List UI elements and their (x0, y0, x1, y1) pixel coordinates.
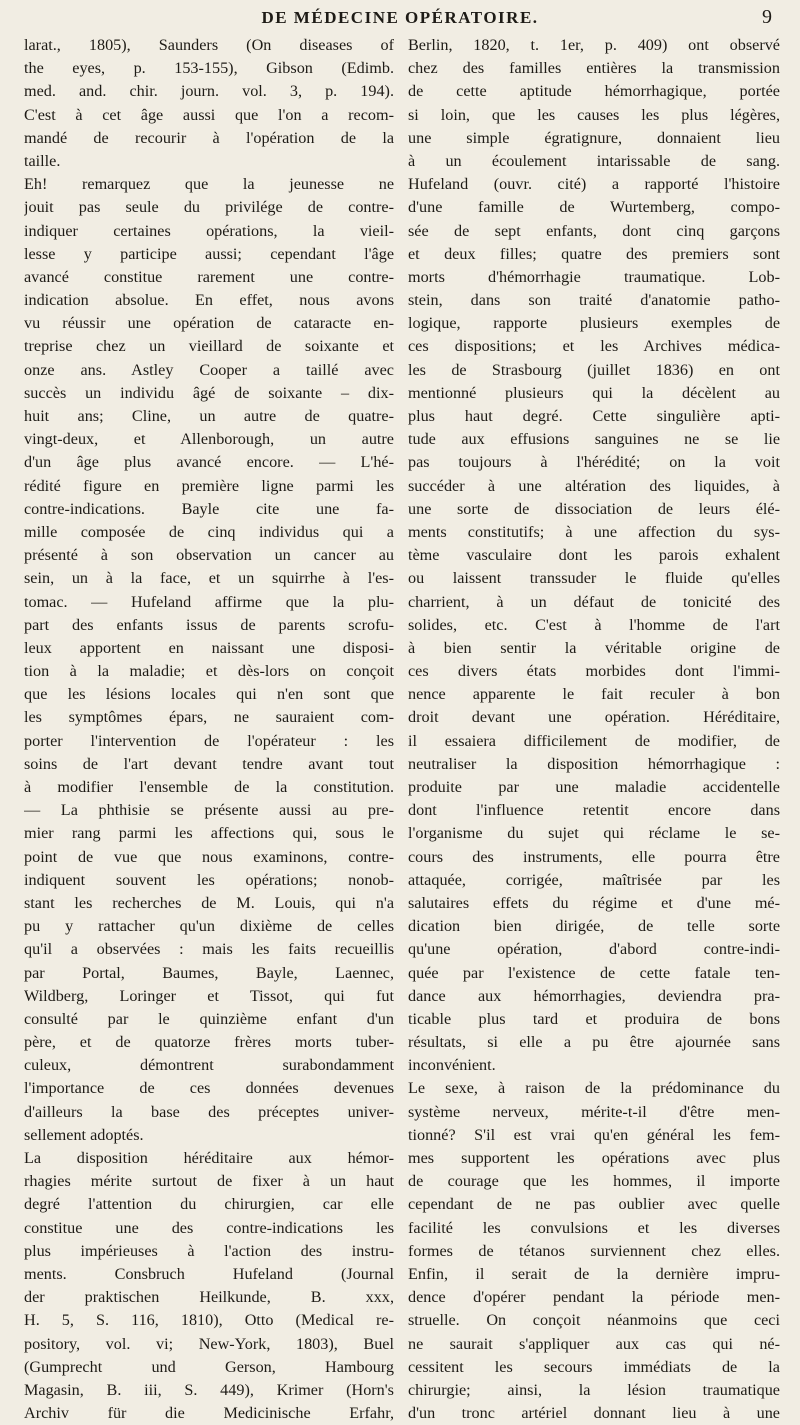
text-line: chirurgie; ainsi, la lésion traumatique (408, 1380, 780, 1399)
text-line: d'ailleurs la base des préceptes univer- (24, 1102, 394, 1121)
text-line: l'importance de ces données devenues (24, 1079, 394, 1098)
text-line: d'une famille de Wurtemberg, compo- (408, 198, 780, 217)
text-line: à un écoulement intarissable de sang. (408, 151, 780, 170)
text-line: tomac. — Hufeland affirme que la plu- (24, 592, 394, 611)
text-line: constitue une des contre-indications les (24, 1218, 394, 1237)
text-line: — La phthisie se présente aussi au pre- (24, 801, 394, 820)
text-line: part des enfants issus de parents scrofu- (24, 615, 394, 634)
text-line: nence apparente le fait reculer à bon (408, 685, 780, 704)
text-line: mille composée de cinq individus qui a (24, 522, 394, 541)
text-line: que les lésions locales qui n'en sont que (24, 685, 394, 704)
text-line: neutraliser la disposition hémorrhagique : (408, 754, 780, 773)
text-line: larat., 1805), Saunders (On diseases of (24, 36, 394, 54)
text-line: ces divers états morbides dont l'immi- (408, 662, 780, 681)
text-line: produite par une maladie accidentelle (408, 778, 780, 796)
text-line: par Portal, Baumes, Bayle, Laennec, (24, 963, 394, 982)
text-line: Berlin, 1820, t. 1er, p. 409) ont observé (408, 36, 780, 54)
text-line: cependant de ne pas oublier avec quelle (408, 1195, 780, 1214)
text-line: cessitent les secours immédiats de la (408, 1357, 780, 1376)
text-line: salutaires effets du régime et d'une mé- (408, 893, 780, 912)
text-line: jouit pas seule du privilége de contre- (24, 198, 394, 217)
text-line: morts d'hémorrhagie traumatique. Lob- (408, 267, 780, 286)
text-line: solides, etc. C'est à l'homme de l'art (408, 615, 780, 634)
page-header (0, 4, 800, 34)
text-line: système nerveux, mérite-t-il d'être men- (408, 1102, 780, 1121)
text-line: mier rang parmi les affections qui, sous le (24, 824, 394, 843)
text-line: à modifier l'ensemble de la constitution. (24, 778, 394, 796)
text-line: l'organisme du sujet qui réclame le se- (408, 824, 780, 843)
text-line: Wildberg, Loringer et Tissot, qui fut (24, 986, 394, 1005)
text-line: der praktischen Heilkunde, B. xxx, (24, 1288, 394, 1307)
text-line: culeux, démontrent surabondamment (24, 1056, 394, 1075)
text-line: inconvénient. (408, 1056, 496, 1075)
text-line: tude aux effusions sanguines ne se lie (408, 430, 780, 449)
text-line: d'un âge plus avancé encore. — L'hé- (24, 453, 394, 472)
text-line: si loin, que les causes les plus légères, (408, 105, 780, 124)
text-line: ou laissent transsuder le fluide qu'elles (408, 569, 780, 588)
text-line: à bien sentir la véritable origine de (408, 638, 780, 657)
text-line: résultats, si elle a pu être ajournée sans (408, 1033, 780, 1052)
text-line: stein, dans son traité d'anatomie patho- (408, 291, 780, 310)
text-line: tionné? S'il est vrai qu'en général les fem- (408, 1125, 780, 1144)
text-line: the eyes, p. 153-155), Gibson (Edimb. (24, 59, 394, 78)
text-line: indication absolue. En effet, nous avons (24, 291, 394, 310)
text-line: Magasin, B. iii, S. 449), Krimer (Horn's (24, 1380, 394, 1399)
text-line: droit devant une opération. Héréditaire, (408, 708, 780, 727)
text-line: (Gumprecht und Gerson, Hambourg (24, 1357, 394, 1376)
text-line: attaquée, corrigée, maîtrisée par les (408, 870, 780, 889)
text-line: mes supportent les opérations avec plus (408, 1149, 780, 1167)
text-line: qu'une opération, d'abord contre-indi- (408, 940, 780, 959)
text-line: vu réussir une opération de cataracte en- (24, 314, 394, 333)
text-line: Le sexe, à raison de la prédominance du (408, 1079, 780, 1098)
text-line: quée par l'existence de cette fatale ten- (408, 963, 780, 982)
text-line: H. 5, S. 116, 1810), Otto (Medical re- (24, 1311, 394, 1330)
text-line: Eh! remarquez que la jeunesse ne (24, 175, 394, 194)
text-line: de courage que les hommes, il importe (408, 1172, 780, 1191)
text-line: rhagies mérite surtout de fixer à un haut (24, 1172, 394, 1191)
text-line: point de vue que nous examinons, contre- (24, 847, 394, 866)
text-line: avancé constitue rarement une contre- (24, 267, 394, 286)
text-line: de cette aptitude hémorrhagique, portée (408, 82, 780, 101)
text-line: sellement adoptés. (24, 1125, 144, 1144)
text-line: onze ans. Astley Cooper a taillé avec (24, 360, 394, 379)
text-line: il essaiera difficilement de modifier, de (408, 731, 780, 750)
text-line: facilité les convulsions et les diverses (408, 1218, 780, 1237)
text-line: présenté à son observation un cancer au (24, 546, 394, 565)
text-line: sée de sept enfants, dont cinq garçons (408, 221, 780, 240)
text-line: succéder à une altération des liquides, à (408, 476, 780, 495)
text-line: plus impérieuses à l'action des instru- (24, 1241, 394, 1260)
text-line: pu y rattacher qu'un dixième de celles (24, 917, 394, 936)
text-line: mandé de recourir à l'opération de la (24, 128, 394, 147)
text-line: tème vasculaire dont les parois exhalent (408, 546, 780, 565)
text-line: les de Strasbourg (juillet 1836) en ont (408, 360, 780, 379)
text-line: struelle. On conçoit néanmoins que ceci (408, 1311, 780, 1330)
text-line: La disposition héréditaire aux hémor- (24, 1149, 394, 1167)
text-line: ments. Consbruch Hufeland (Journal (24, 1264, 394, 1283)
text-line: charrient, à un défaut de tonicité des (408, 592, 780, 611)
text-line: plus haut degré. Cette singulière apti- (408, 407, 780, 425)
text-line: les symptômes épars, ne sauraient com- (24, 708, 394, 727)
text-line: ne saurait s'appliquer aux cas qui né- (408, 1334, 780, 1353)
text-line: indiquent souvent les opérations; nonob- (24, 870, 394, 889)
text-line: père, et de quatorze frères morts tuber- (24, 1033, 394, 1052)
text-line: indiquer certaines opérations, la vieil- (24, 221, 394, 240)
text-line: dance aux hémorrhagies, deviendra pra- (408, 986, 780, 1005)
text-line: succès un individu âgé de soixante – dix- (24, 383, 394, 402)
text-line: vingt-deux, et Allenborough, un autre (24, 430, 394, 449)
text-line: qu'il a observées : mais les faits recueillis (24, 940, 394, 959)
text-line: cours des instruments, elle pourra être (408, 847, 780, 866)
text-line: med. and. chir. journ. vol. 3, p. 194). (24, 82, 394, 101)
text-line: une simple égratignure, donnaient lieu (408, 128, 780, 147)
text-line: huit ans; Cline, un autre de quatre- (24, 407, 394, 425)
text-line: leux apportent en naissant une disposi- (24, 638, 394, 657)
text-line: et deux filles; quatre des premiers sont (408, 244, 780, 263)
text-line: contre-indications. Bayle cite une fa- (24, 499, 394, 518)
text-line: pository, vol. vi; New-York, 1803), Buel (24, 1334, 394, 1353)
text-line: treprise chez un vieillard de soixante et (24, 337, 394, 356)
text-line: formes de tétanos surviennent chez elles. (408, 1241, 780, 1260)
text-line: mentionné plusieurs qui la décèlent au (408, 383, 780, 402)
text-line: dence d'opérer pendant la période men- (408, 1288, 780, 1307)
text-line: ticable plus tard et produira de bons (408, 1009, 780, 1028)
text-line: dication bien dirigée, de telle sorte (408, 917, 780, 936)
text-line: degré l'attention du chirurgien, car elle (24, 1195, 394, 1214)
text-line: rédité figure en première ligne parmi les (24, 476, 394, 495)
text-line: tion à la maladie; et dès-lors on conçoit (24, 662, 394, 681)
text-line: lesse y participe aussi; cependant l'âge (24, 244, 394, 263)
running-title: DE MÉDECINE OPÉRATOIRE. (261, 8, 539, 27)
text-line: consulté par le quinzième enfant d'un (24, 1009, 394, 1028)
text-line: sein, un à la face, et un squirrhe à l'es- (24, 569, 394, 588)
text-line: stant les recherches de M. Louis, qui n'a (24, 893, 394, 912)
text-line: Hufeland (ouvr. cité) a rapporté l'histoire (408, 175, 780, 194)
text-line: une sorte de dissociation de leurs élé- (408, 499, 780, 518)
text-line: ces dispositions; et les Archives médica- (408, 337, 780, 356)
text-line: dont l'influence retentit encore dans (408, 801, 780, 820)
text-line: porter l'intervention de l'opérateur : les (24, 731, 394, 750)
text-line: Enfin, il serait de la dernière impru- (408, 1264, 780, 1283)
text-line: chez des familles entières la transmission (408, 59, 780, 78)
text-line: ments constitutifs; à une affection du sys- (408, 522, 780, 541)
text-line: logique, rapporte plusieurs exemples de (408, 314, 780, 333)
text-line: pas toujours à l'hérédité; on la voit (408, 453, 780, 472)
text-line: d'un tronc artériel donnant lieu à une (408, 1404, 780, 1423)
text-line: taille. (24, 151, 61, 170)
text-line: Archiv für die Medicinische Erfahr, (24, 1404, 394, 1423)
text-line: C'est à cet âge aussi que l'on a recom- (24, 105, 394, 124)
page-number: 9 (762, 6, 772, 28)
right-text-column (408, 34, 780, 1425)
left-text-column (24, 34, 394, 1425)
text-line: soins de l'art devant tendre avant tout (24, 754, 394, 773)
